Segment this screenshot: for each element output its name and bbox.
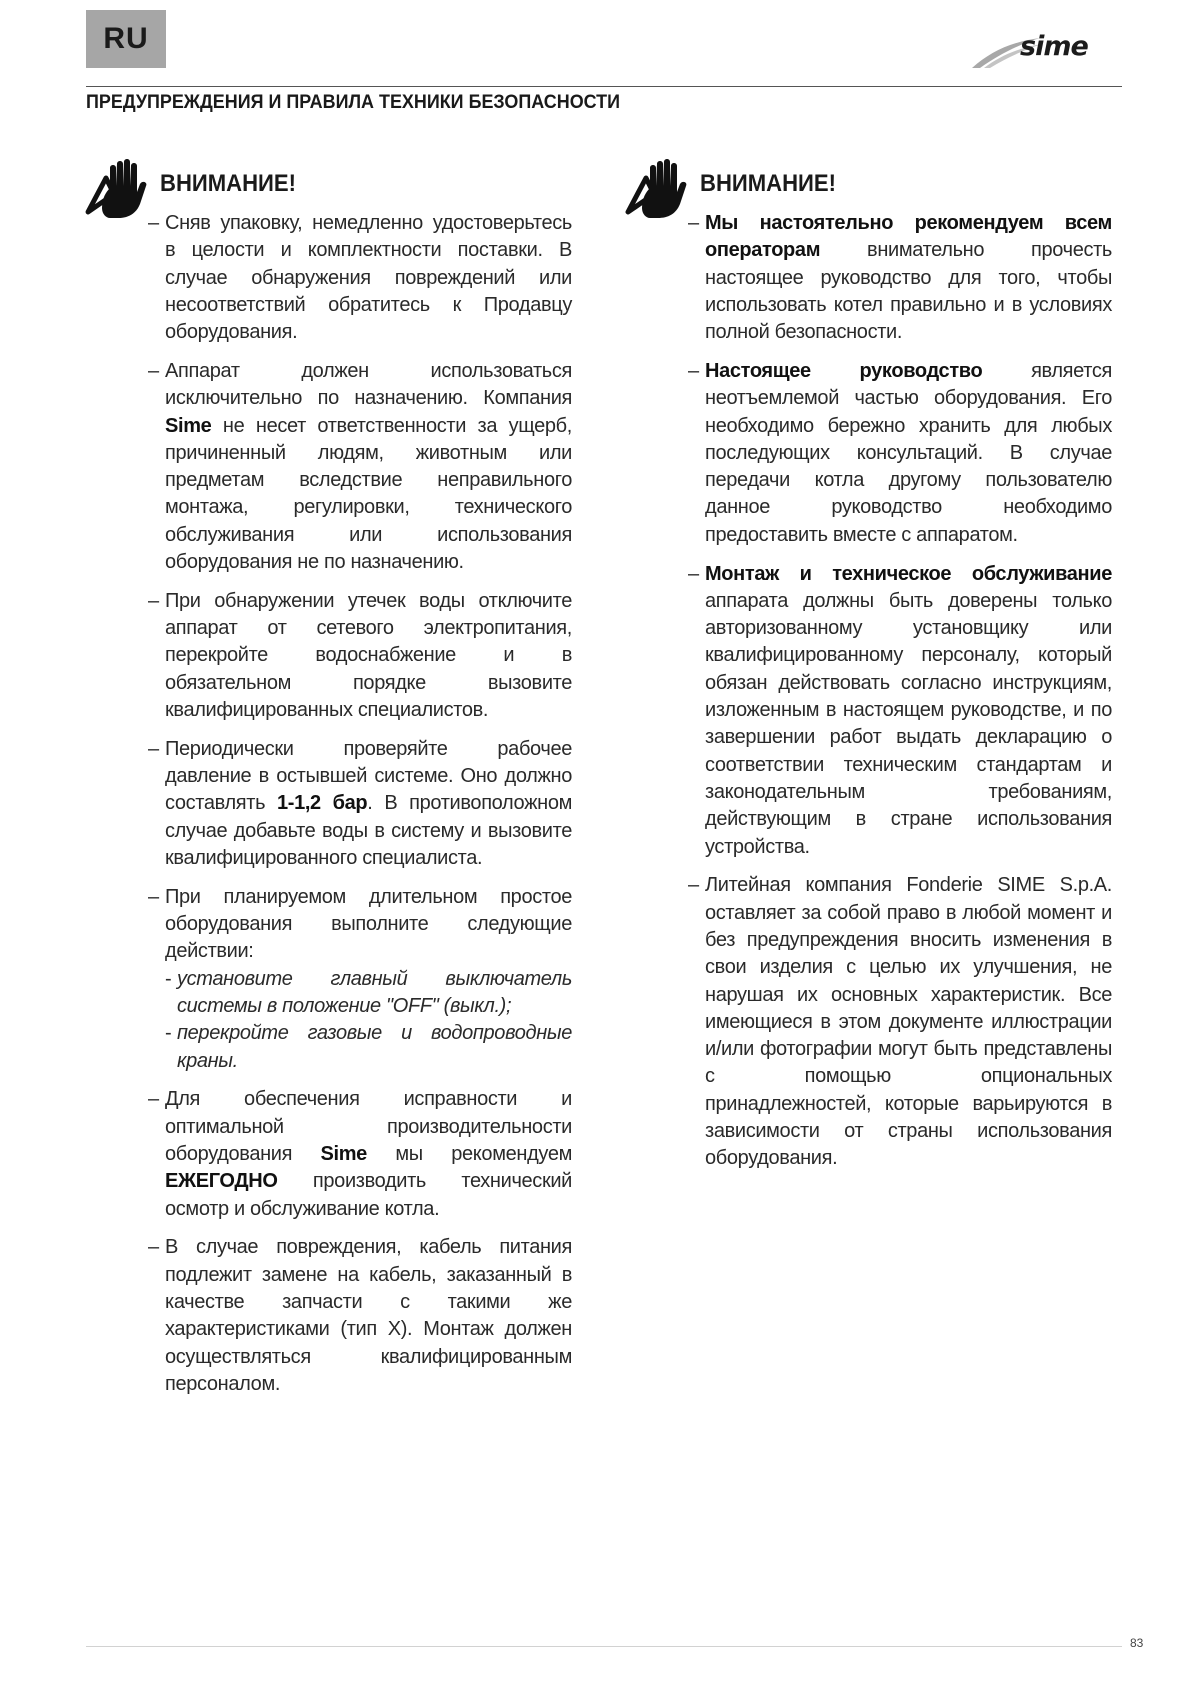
list-item: – Периодически проверяйте рабочее давление в остывшей системе. Оно должно составлять 1-1,2 бар. В противоположном случае добавьте воды в систему и вызовите квалифицированного специалиста. xyxy=(148,737,572,870)
list-item: – При обнаружении утечек воды отключите аппарат от сетевого электропитания, перекройте водоснабжение и в обязательном порядке вызовите квалифицированных специалистов. xyxy=(148,589,572,722)
list-item: – Монтаж и техническое обслуживание аппарата должны быть доверены только авторизованному установщику или квалифицированному персоналу, который обязан действовать согласно инструкциям, изложенным в настоящем руководстве, и по завершении работ выдать декларацию о соответствии техническим стандартам и законодательным требованиям, действующим в стране использования устройства. xyxy=(688,562,1112,858)
footer-divider xyxy=(86,1646,1122,1647)
sub-list-item: - установите главный выключатель системы в положение "OFF" (выкл.); xyxy=(165,967,572,1018)
list-item: – Сняв упаковку, немедленно удостоверьтесь в целости и комплектности поставки. В случае обнаружения повреждений или несоответствий обратитесь к Продавцу оборудования. xyxy=(148,212,572,344)
warning-hand-icon xyxy=(84,158,150,222)
language-code: RU xyxy=(103,22,149,55)
list-item: – Для обеспечения исправности и оптимальной производительности оборудования Sime мы рекомендуем ЕЖЕГОДНО производить технический осмотр и обслуживание котла. xyxy=(148,1088,572,1220)
list-item: – В случае повреждения, кабель питания подлежит замене на кабель, заказанный в качестве запчасти с такими же характеристиками (тип X). Монтаж должен осуществляться квалифицированным персоналом. xyxy=(148,1236,572,1395)
header-divider xyxy=(86,86,1122,87)
left-column xyxy=(148,158,572,1410)
sub-list-item: - перекройте газовые и водопроводные краны. xyxy=(165,1022,572,1072)
list-item: – Настоящее руководство является неотъемлемой частью оборудования. Его необходимо бережно хранить для любых последующих консультаций. В случае передачи котла другому пользователю данное руководство необходимо предоставить вместе с аппаратом. xyxy=(688,359,1112,546)
list-item: – При планируемом длительном простое оборудования выполните следующие действии: - установите главный выключатель системы в положение "OFF" (выкл.); - перекройте газовые и водопроводные краны. xyxy=(148,884,572,1075)
list-item: – Мы настоятельно рекомендуем всем операторам внимательно прочесть настоящее руководство для того, чтобы использовать котел правильно и в условиях полной безопасности. xyxy=(688,212,1112,344)
right-column xyxy=(688,158,1112,1184)
page-title: ПРЕДУПРЕЖДЕНИЯ И ПРАВИЛА ТЕХНИКИ БЕЗОПАСНОСТИ xyxy=(86,91,621,113)
list-item: – Аппарат должен использоваться исключительно по назначению. Компания Sime не несет ответственности за ущерб, причиненный людям, животным или предметам вследствие неправильного монтажа, регулировки, технического обслуживания или использования оборудования не по назначению. xyxy=(148,359,572,574)
sime-logo: sime xyxy=(1020,31,1088,62)
language-tab xyxy=(86,10,166,68)
list-item: – Литейная компания Fonderie SIME S.p.A. оставляет за собой право в любой момент и без предупреждения вносить изменения в свои изделия с целью их улучшения, не нарушая их основных характеристик. Все имеющиеся в этом документе иллюстрации и/или фотографии могут быть представлены с помощью опциональных принадлежностей, которые варьируются в зависимости от страны использования оборудования. xyxy=(688,874,1112,1170)
warning-heading: ВНИМАНИЕ! xyxy=(700,170,837,197)
page-number: 83 xyxy=(1130,1636,1144,1650)
warning-heading: ВНИМАНИЕ! xyxy=(160,170,297,197)
warning-hand-icon xyxy=(624,158,690,222)
